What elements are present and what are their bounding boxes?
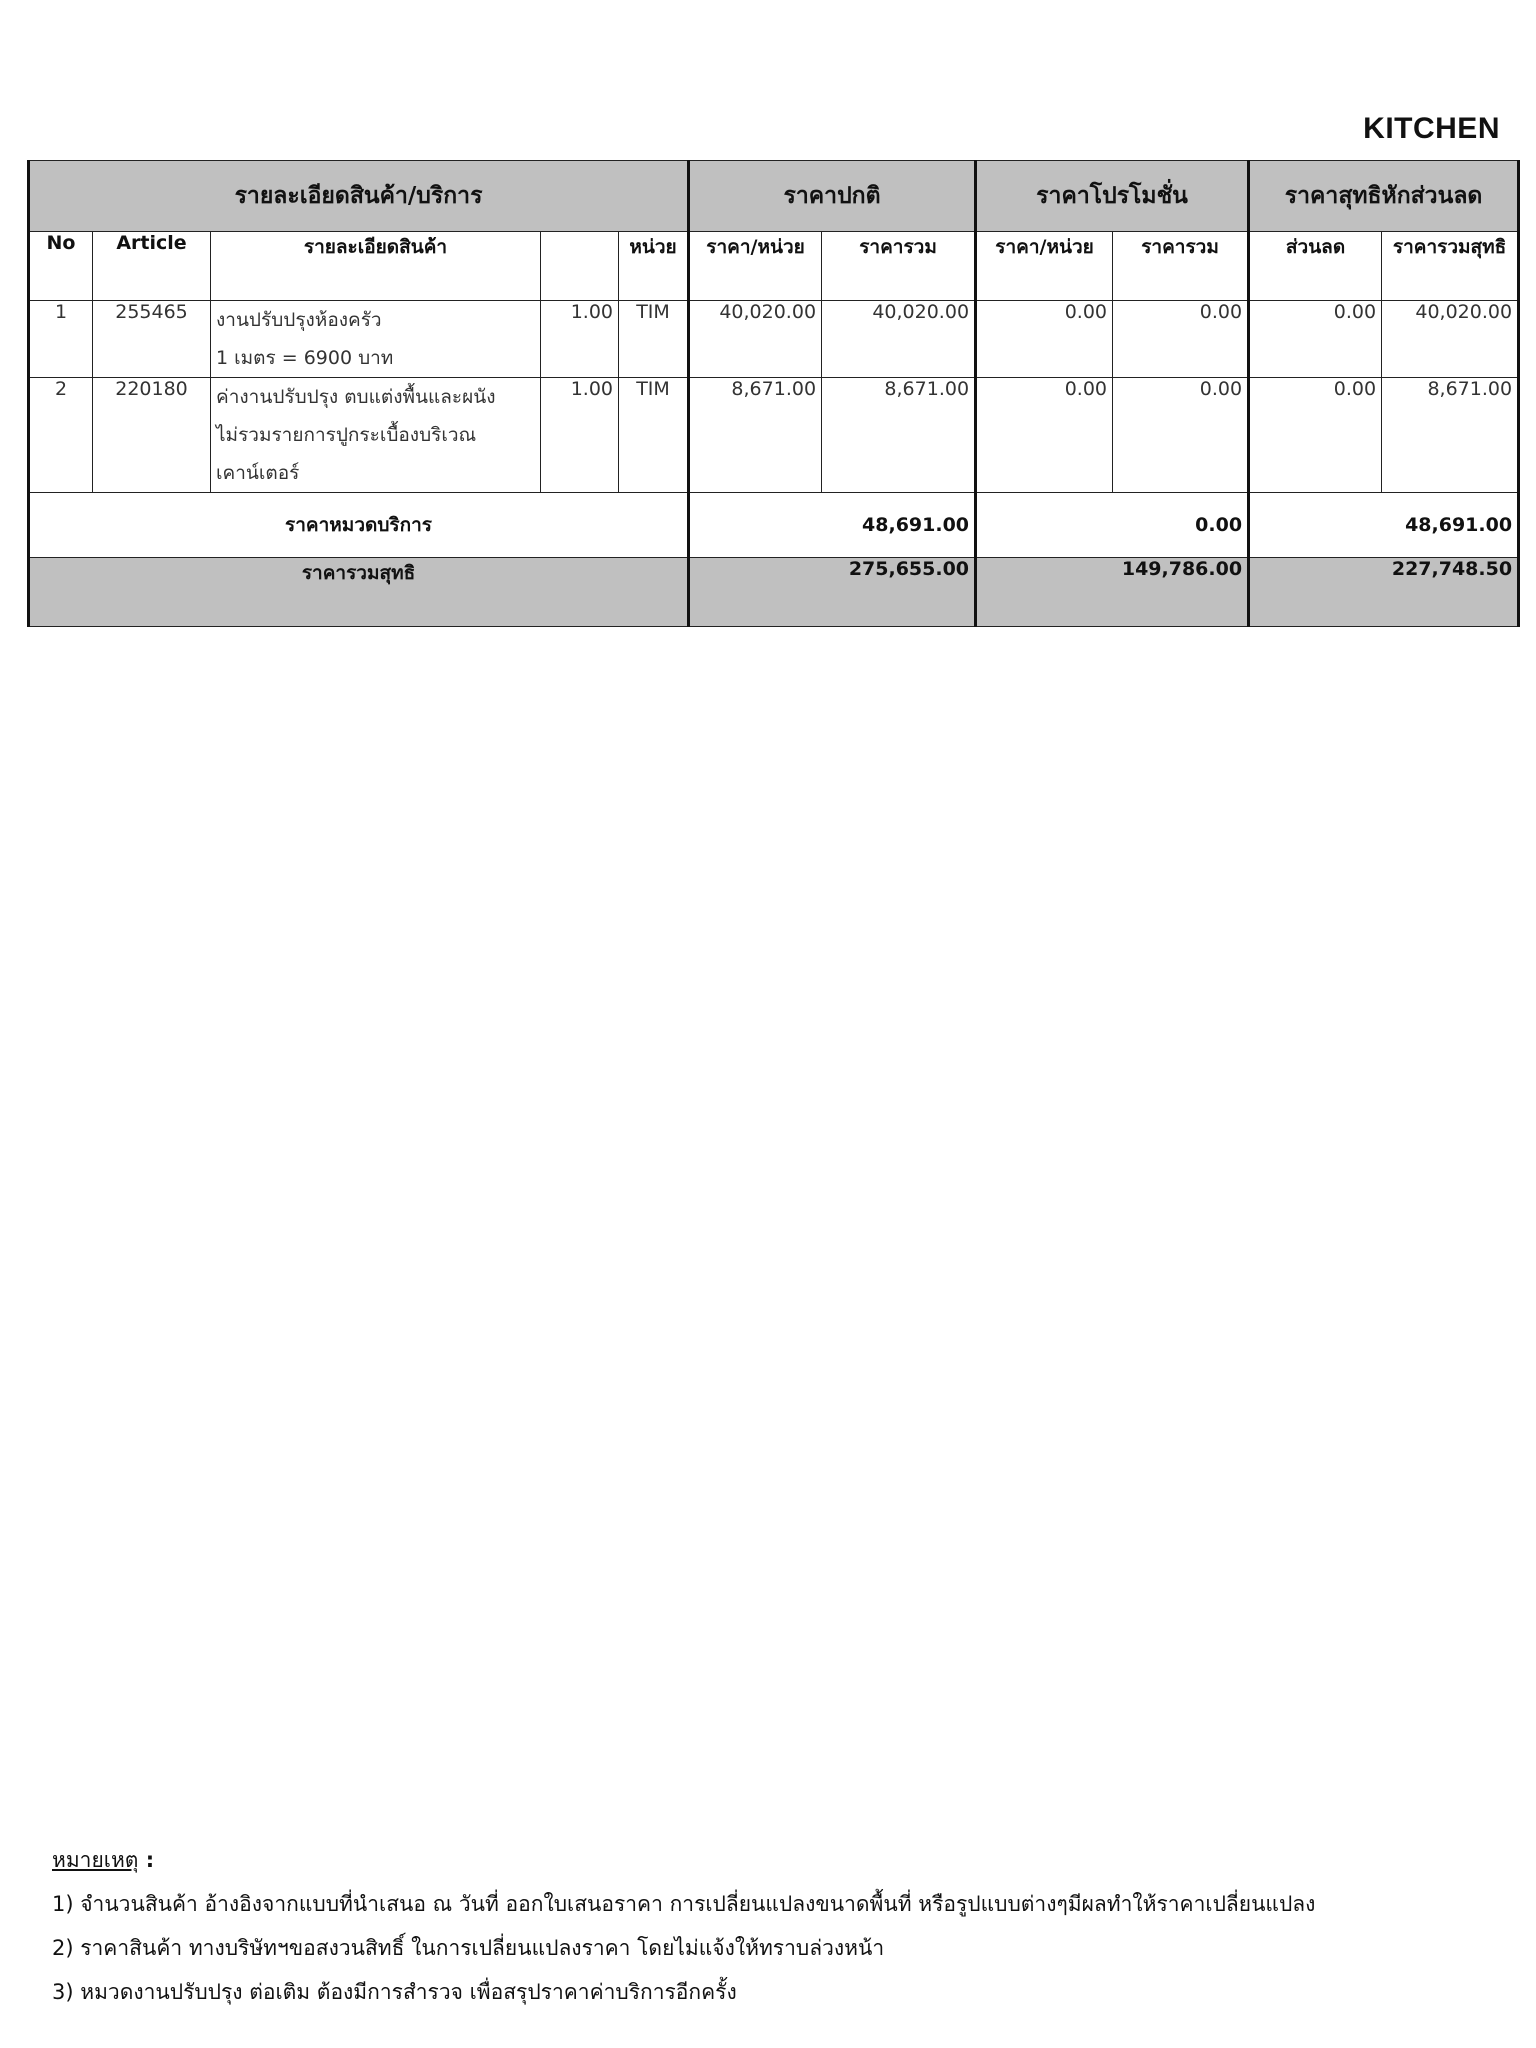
column-header-net-total: ราคารวมสุทธิ	[1382, 232, 1519, 301]
remarks-section	[52, 1838, 1315, 2014]
grand-total-row	[29, 558, 1519, 627]
document-title: KITCHEN	[1363, 112, 1500, 145]
item-promo-unit-price: 0.00	[976, 301, 1113, 378]
subtotal-normal: 48,691.00	[689, 493, 976, 558]
subtotal-label: ราคาหมวดบริการ	[29, 493, 689, 558]
grand-total-promo: 149,786.00	[976, 558, 1249, 627]
item-article: 220180	[93, 378, 211, 493]
quotation-table	[27, 160, 1520, 627]
item-description	[211, 301, 541, 378]
group-header-net-price: ราคาสุทธิหักส่วนลด	[1249, 161, 1519, 232]
item-description-line: ค่างานปรับปรุง ตบแต่งพื้นและผนัง	[216, 386, 496, 408]
item-description	[211, 378, 541, 493]
column-header-unit: หน่วย	[619, 232, 689, 301]
item-discount: 0.00	[1249, 301, 1382, 378]
item-quantity: 1.00	[541, 301, 619, 378]
subtotal-row	[29, 493, 1519, 558]
column-header-promo-total: ราคารวม	[1113, 232, 1249, 301]
subtotal-promo: 0.00	[976, 493, 1249, 558]
item-quantity: 1.00	[541, 378, 619, 493]
item-normal-total: 40,020.00	[822, 301, 976, 378]
remarks-colon: :	[138, 1848, 155, 1872]
grand-total-normal: 275,655.00	[689, 558, 976, 627]
item-no: 1	[29, 301, 93, 378]
column-header-row	[29, 232, 1519, 301]
column-header-description: รายละเอียดสินค้า	[211, 232, 541, 301]
remarks-heading-line	[52, 1838, 1315, 1882]
grand-total-label: ราคารวมสุทธิ	[29, 558, 689, 627]
column-header-article: Article	[93, 232, 211, 301]
remarks-heading: หมายเหตุ	[52, 1848, 139, 1872]
item-promo-unit-price: 0.00	[976, 378, 1113, 493]
item-description-note: 1 เมตร = 6900 บาท	[216, 347, 394, 369]
item-promo-total: 0.00	[1113, 378, 1249, 493]
item-description-note: ไม่รวมรายการปูกระเบื้องบริเวณเคาน์เตอร์	[216, 424, 477, 484]
column-header-promo-unit-price: ราคา/หน่วย	[976, 232, 1113, 301]
item-description-line: งานปรับปรุงห้องครัว	[216, 309, 382, 331]
column-header-normal-unit-price: ราคา/หน่วย	[689, 232, 822, 301]
item-unit: TIM	[619, 301, 689, 378]
item-article: 255465	[93, 301, 211, 378]
group-header-row	[29, 161, 1519, 232]
grand-total-net: 227,748.50	[1249, 558, 1519, 627]
item-normal-total: 8,671.00	[822, 378, 976, 493]
item-promo-total: 0.00	[1113, 301, 1249, 378]
remark-item: 1) จำนวนสินค้า อ้างอิงจากแบบที่นำเสนอ ณ วันที่ ออกใบเสนอราคา การเปลี่ยนแปลงขนาดพื้นที่ หรือรูปแบบต่างๆมีผลทำให้ราคาเปลี่ยนแปลง	[52, 1892, 1316, 1916]
item-discount: 0.00	[1249, 378, 1382, 493]
column-header-no: No	[29, 232, 93, 301]
column-header-discount: ส่วนลด	[1249, 232, 1382, 301]
item-net-total: 8,671.00	[1382, 378, 1519, 493]
table-row	[29, 301, 1519, 378]
item-net-total: 40,020.00	[1382, 301, 1519, 378]
subtotal-net: 48,691.00	[1249, 493, 1519, 558]
item-normal-unit-price: 40,020.00	[689, 301, 822, 378]
item-unit: TIM	[619, 378, 689, 493]
table-row	[29, 378, 1519, 493]
item-no: 2	[29, 378, 93, 493]
group-header-detail: รายละเอียดสินค้า/บริการ	[29, 161, 689, 232]
group-header-promo-price: ราคาโปรโมชั่น	[976, 161, 1249, 232]
column-header-normal-total: ราคารวม	[822, 232, 976, 301]
remark-item: 2) ราคาสินค้า ทางบริษัทฯขอสงวนสิทธิ์ ในการเปลี่ยนแปลงราคา โดยไม่แจ้งให้ทราบล่วงหน้า	[52, 1936, 885, 1960]
column-header-quantity	[541, 232, 619, 301]
item-normal-unit-price: 8,671.00	[689, 378, 822, 493]
group-header-normal-price: ราคาปกติ	[689, 161, 976, 232]
remark-item: 3) หมวดงานปรับปรุง ต่อเติม ต้องมีการสำรวจ เพื่อสรุปราคาค่าบริการอีกครั้ง	[52, 1980, 737, 2004]
